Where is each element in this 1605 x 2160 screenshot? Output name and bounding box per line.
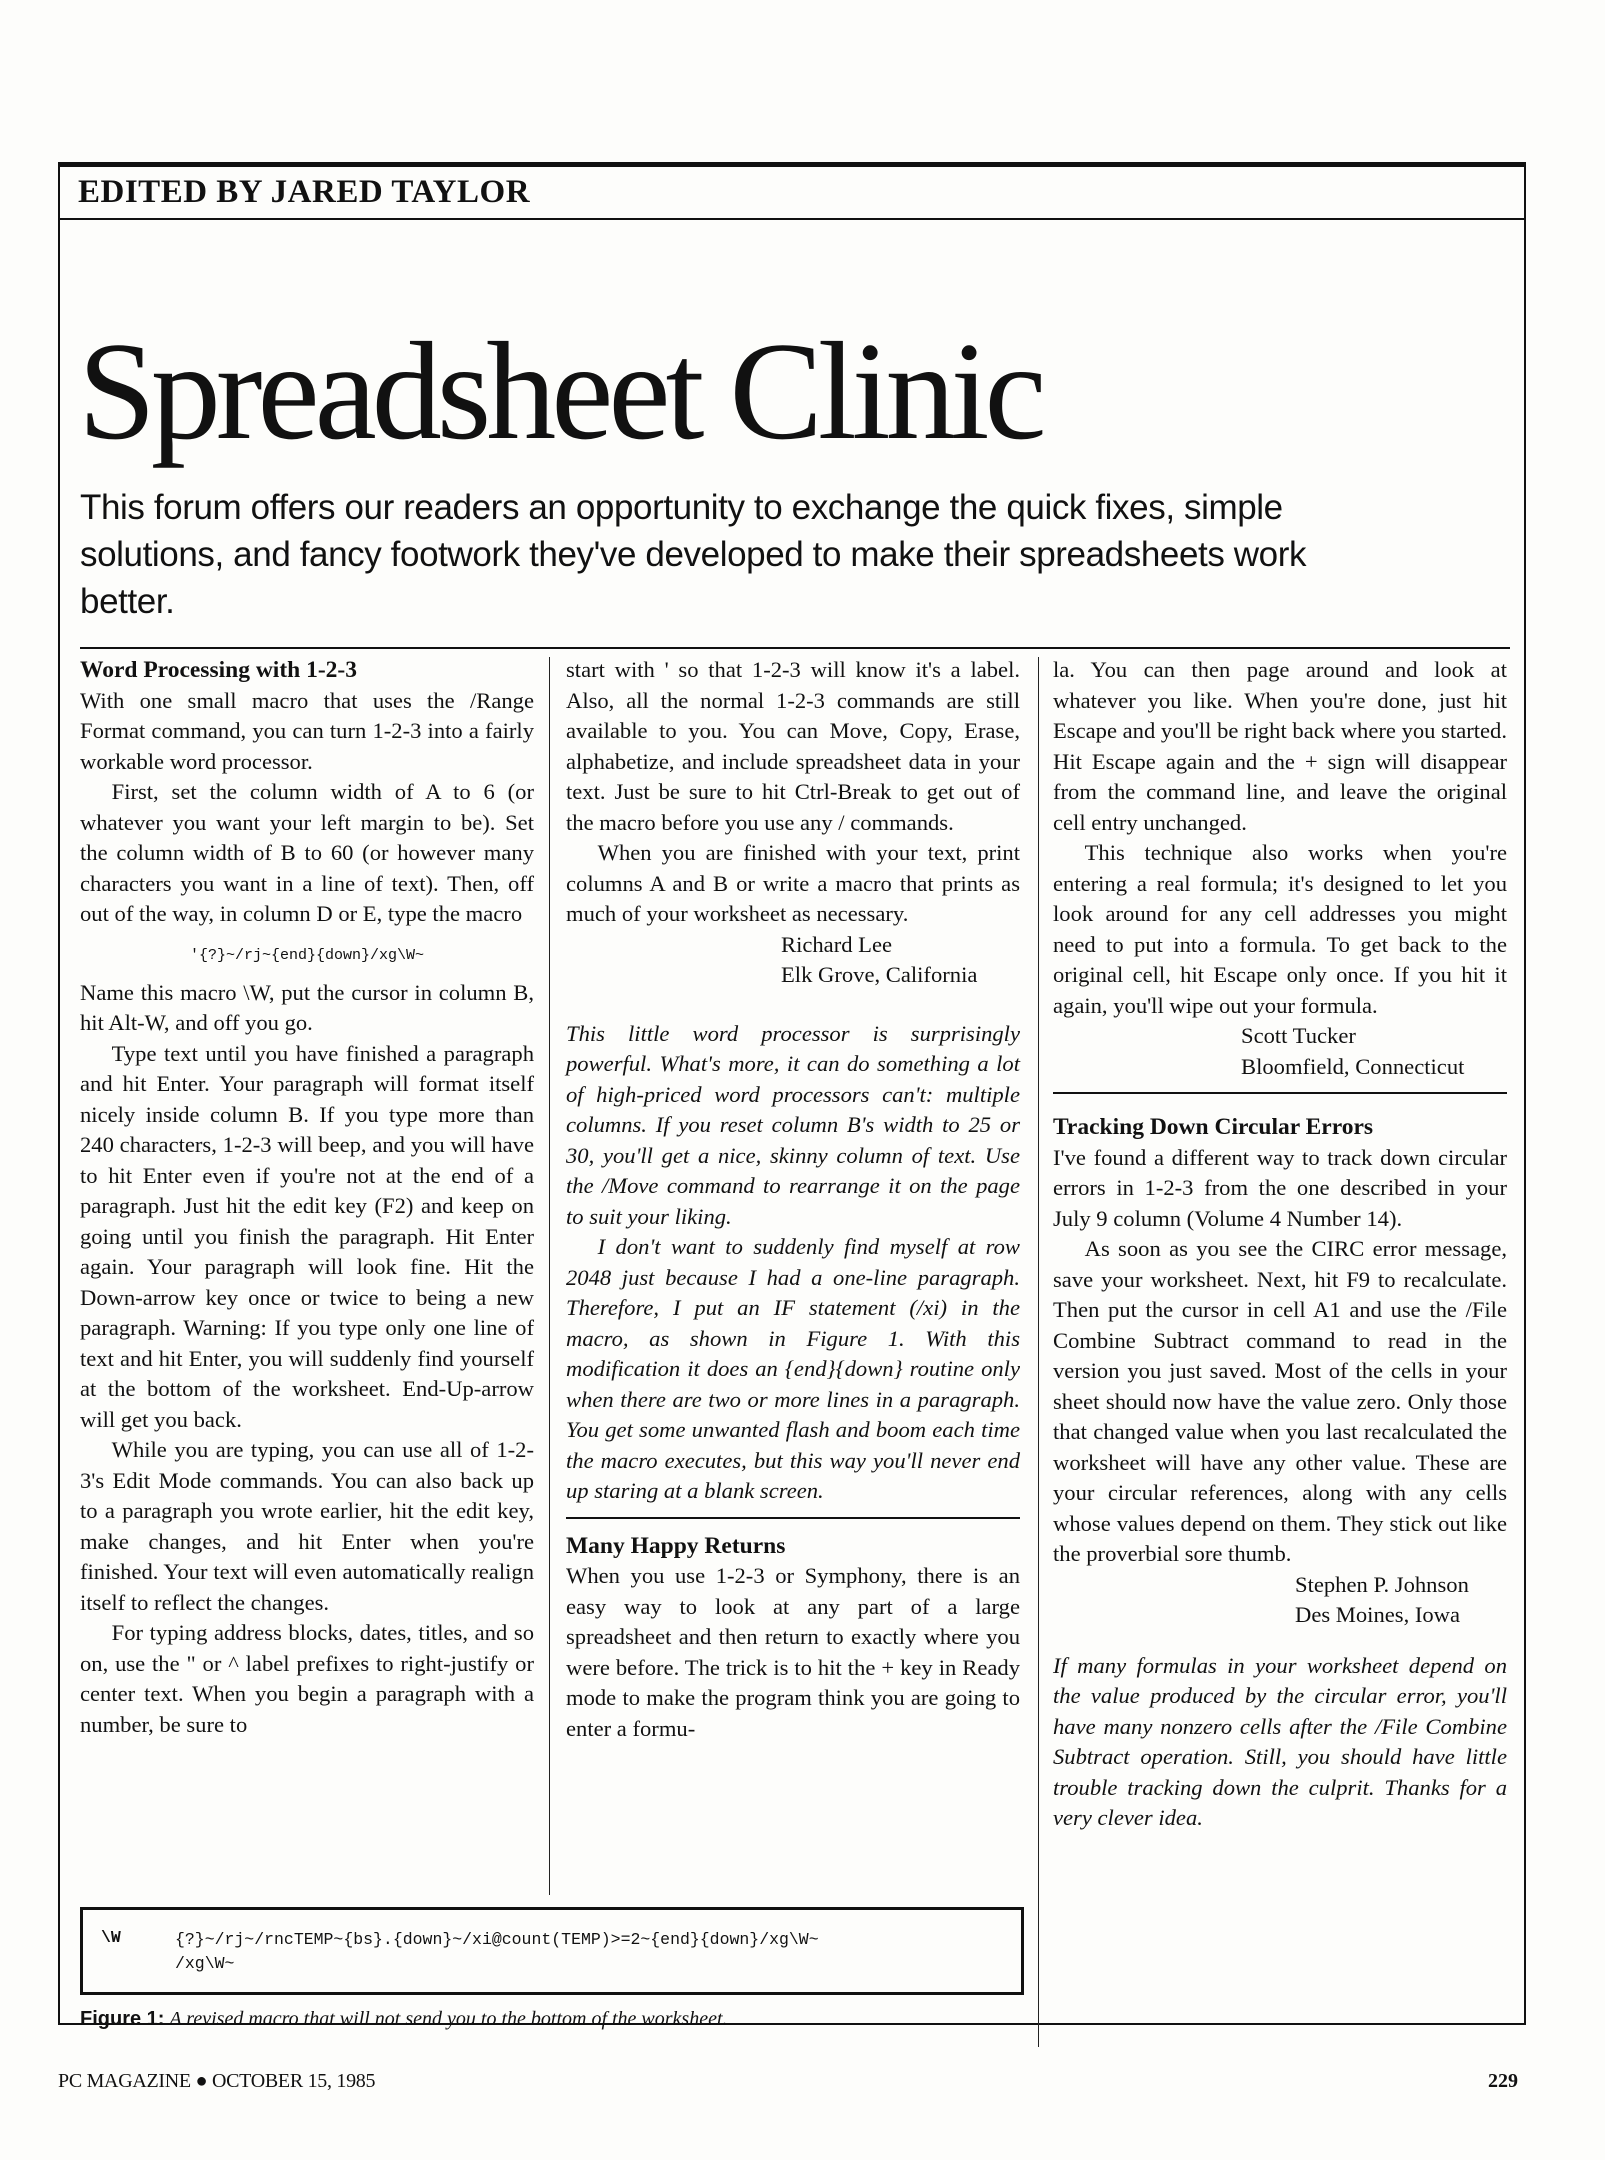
figure-caption <box>80 2008 728 2031</box>
figure-macro-name: \W <box>101 1928 121 1947</box>
page-title: Spreadsheet Clinic <box>78 314 1042 469</box>
page-number: 229 <box>1488 2070 1518 2092</box>
author-location: Des Moines, Iowa <box>1295 1602 1461 1627</box>
paragraph: While you are typing, you can use all of 1-2-3's Edit Mode commands. You can also back up to a paragraph you wrote earlier, hit the edit key, make changes, and hit Enter when you're finished. Your text will even automatically realign itself to reflect the changes. <box>80 1437 534 1615</box>
paragraph: First, set the column width of A to 6 (or whatever you want your left margin to be). Set the column width of B to 60 (or however many characters you want in a line of text). Then, off out of the way, in column D or E, type the macro <box>80 779 534 926</box>
paragraph: I've found a different way to track down circular errors in 1-2-3 from the one described in your July 9 column (Volume 4 Number 14). <box>1053 1144 1507 1231</box>
column-3 <box>1053 655 1507 1834</box>
paragraph: Name this macro \W, put the cursor in column B, hit Alt-W, and off you go. <box>80 979 534 1035</box>
macro-code: '{?}~/rj~{end}{down}/xg\W~ <box>189 946 425 964</box>
paragraph: la. You can then page around and look at whatever you like. When you're done, just hit Escape and you'll be right back where you started. Hit Escape again and the + sign will disappear from the command line, and leave the original cell entry unchanged. <box>1053 657 1507 835</box>
section-rule <box>566 1507 1020 1519</box>
column-divider <box>549 657 550 1895</box>
top-rule <box>80 647 1510 649</box>
author-name: Scott Tucker <box>1241 1023 1356 1048</box>
editor-note: This little word processor is surprisingly powerful. What's more, it can do something a lot of high-priced word processors can't: multiple columns. If you reset column B's width to 25 or 30, you'll get a nice, skinny column of text. Use the /Move command to rearrange it on the page to suit your liking. <box>566 1020 1020 1229</box>
editor-note: If many formulas in your worksheet depend on the value produced by the circular error, you'll have many nonzero cells after the /File Combine Subtract operation. Still, you should have little trouble tracking down the culprit. Thanks for a very clever idea. <box>1053 1652 1507 1830</box>
editor-note: I don't want to suddenly find myself at row 2048 just because I had a one-line paragraph. Therefore, I put an IF statement (/xi) in the macro, as shown in Figure 1. With this modification it does an {end}{down} routine only when there are two or more lines in a paragraph. You get some unwanted flash and boom each time the macro executes, but this way you'll never end up staring at a blank screen. <box>566 1234 1020 1503</box>
author-location: Bloomfield, Connecticut <box>1241 1053 1465 1079</box>
figure-macro-code <box>175 1928 819 1976</box>
author-name: Richard Lee <box>781 931 893 957</box>
author-name: Stephen P. Johnson <box>1295 1571 1469 1597</box>
column-divider <box>1038 657 1039 2047</box>
column-1 <box>80 655 534 1740</box>
paragraph: Type text until you have finished a paragraph and hit Enter. Your paragraph will format itself nicely inside column B. If you type more than 240 characters, 1-2-3 will beep, and you will have to hit Enter even if you're not at the end of a paragraph. Just hit the edit key (F2) and keep on going until you finish the paragraph. Hit Enter again. Your paragraph will look fine. Hit the Down-arrow key once or twice to being a new paragraph. Warning: If you type only one line of text and hit Enter, you will suddenly find yourself at the bottom of the worksheet. End-Up-arrow will get you back. <box>80 1040 534 1432</box>
paragraph: With one small macro that uses the /Range Format command, you can turn 1-2-3 into a fairly workable word processor. <box>80 687 534 774</box>
paragraph: When you are finished with your text, print columns A and B or write a macro that prints as much of your worksheet as necessary. <box>566 840 1020 926</box>
paragraph: For typing address blocks, dates, titles, and so on, use the " or ^ label prefixes to right-justify or center text. When you begin a paragraph with a number, be sure to <box>80 1620 534 1737</box>
column-2 <box>566 655 1020 1744</box>
figure-caption-label: Figure 1: <box>80 2008 165 2030</box>
section-heading-word-processing: Word Processing with 1-2-3 <box>80 657 357 683</box>
editor-credit: EDITED BY JARED TAYLOR <box>58 162 1526 220</box>
author-signature <box>1053 1570 1507 1631</box>
footer-publication: PC MAGAZINE ● OCTOBER 15, 1985 <box>58 2070 376 2092</box>
intro-text: This forum offers our readers an opportunity to exchange the quick fixes, simple solutions, and fancy footwork they've developed to make their spreadsheets work better. <box>80 488 1307 621</box>
author-signature <box>566 930 1020 991</box>
figure-code-line: {?}~/rj~/rncTEMP~{bs}.{down}~/xi@count(TEMP)>=2~{end}{down}/xg\W~ <box>175 1930 819 1949</box>
figure-1-code-box <box>80 1907 1024 1995</box>
author-location: Elk Grove, California <box>781 962 978 987</box>
section-rule <box>1053 1082 1507 1094</box>
figure-caption-text: A revised macro that will not send you to the bottom of the worksheet. <box>169 2008 728 2030</box>
section-heading-circular-errors: Tracking Down Circular Errors <box>1053 1114 1374 1140</box>
author-signature <box>1053 1021 1507 1082</box>
paragraph: When you use 1-2-3 or Symphony, there is an easy way to look at any part of a large spreadsheet and then return to exactly where you were before. The trick is to hit the + key in Ready mode to make the program think you are going to enter a formu- <box>566 1563 1020 1741</box>
section-heading-happy-returns: Many Happy Returns <box>566 1532 786 1559</box>
figure-code-line: /xg\W~ <box>175 1954 235 1973</box>
paragraph: As soon as you see the CIRC error message, save your worksheet. Next, hit F9 to recalculate. Then put the cursor in cell A1 and use the /File Combine Subtract command to read in the version you just saved. Most of the cells in your sheet should now have the value zero. Only those that changed value when you last recalculated the worksheet will have any other value. These are your circular references, along with any cells whose values depend on them. They stick out like the proverbial sore thumb. <box>1053 1236 1507 1566</box>
paragraph: start with ' so that 1-2-3 will know it's a label. Also, all the normal 1-2-3 commands are still available to you. You can Move, Copy, Erase, alphabetize, and include spreadsheet data in your text. Just be sure to hit Ctrl-Break to get out of the macro before you use any / commands. <box>566 657 1020 835</box>
paragraph: This technique also works when you're entering a real formula; it's designed to let you look around for any cell addresses you might need to put into a formula. To get back to the original cell, hit Escape only once. If you hit it again, you'll wipe out your formula. <box>1053 840 1507 1018</box>
